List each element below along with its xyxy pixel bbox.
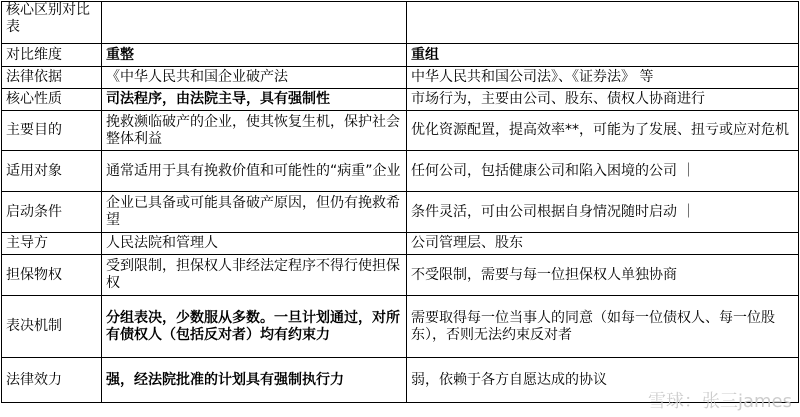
row-cell-b: 需要取得每一位当事人的同意（如每一位债权人、每一位股东），否则无法约束反对者 [407, 296, 799, 358]
header-row [2, 44, 799, 67]
row-label: 主导方 [2, 233, 102, 255]
caption-empty-cell [102, 2, 407, 44]
table-row [2, 233, 799, 255]
row-cell-a: 企业已具备或可能具备破产原因，但仍有挽救希望 [102, 192, 407, 233]
row-cell-b: 弱，依赖于各方自愿达成的协议 [407, 358, 799, 403]
header-reorganization: 重组 [407, 44, 799, 67]
row-cell-a: 通常适用于具有挽救价值和可能性的“病重”企业 [102, 151, 407, 192]
row-label: 法律效力 [2, 358, 102, 403]
row-cell-a: 强，经法院批准的计划具有强制执行力 [102, 358, 407, 403]
row-label: 法律依据 [2, 67, 102, 89]
table-caption: 核心区别对比表 [2, 2, 102, 44]
table-row [2, 111, 799, 151]
row-cell-b: 市场行为，主要由公司、股东、债权人协商进行 [407, 89, 799, 111]
row-cell-a: 《中华人民共和国企业破产法 [102, 67, 407, 89]
table-row [2, 255, 799, 296]
table-row [2, 67, 799, 89]
row-cell-b: 条件灵活，可由公司根据自身情况随时启动 ｜ [407, 192, 799, 233]
watermark: 雪球：张三james [647, 391, 792, 412]
table-row [2, 192, 799, 233]
caption-row [2, 2, 799, 44]
table-row [2, 151, 799, 192]
row-label: 核心性质 [2, 89, 102, 111]
row-label: 启动条件 [2, 192, 102, 233]
row-cell-a: 受到限制，担保权人非经法定程序不得行使担保权 [102, 255, 407, 296]
row-cell-b: 不受限制，需要与每一位担保权人单独协商 [407, 255, 799, 296]
row-cell-b: 任何公司，包括健康公司和陷入困境的公司 ｜ [407, 151, 799, 192]
header-restructuring: 重整 [102, 44, 407, 67]
row-cell-b: 优化资源配置，提高效率**，可能为了发展、扭亏或应对危机 [407, 111, 799, 151]
row-cell-b: 中华人民共和国公司法》、《证券法》 等 [407, 67, 799, 89]
row-cell-a: 挽救濒临破产的企业，使其恢复生机，保护社会整体利益 [102, 111, 407, 151]
row-cell-a: 分组表决，少数服从多数。一旦计划通过，对所有债权人（包括反对者）均有约束力 [102, 296, 407, 358]
row-cell-a: 人民法院和管理人 [102, 233, 407, 255]
row-label: 表决机制 [2, 296, 102, 358]
caption-empty-cell [407, 2, 799, 44]
row-label: 担保物权 [2, 255, 102, 296]
table-row [2, 89, 799, 111]
row-label: 适用对象 [2, 151, 102, 192]
row-cell-a: 司法程序，由法院主导，具有强制性 [102, 89, 407, 111]
row-label: 主要目的 [2, 111, 102, 151]
row-cell-b: 公司管理层、股东 [407, 233, 799, 255]
table-row [2, 296, 799, 358]
header-dimension: 对比维度 [2, 44, 102, 67]
comparison-table [1, 1, 799, 403]
